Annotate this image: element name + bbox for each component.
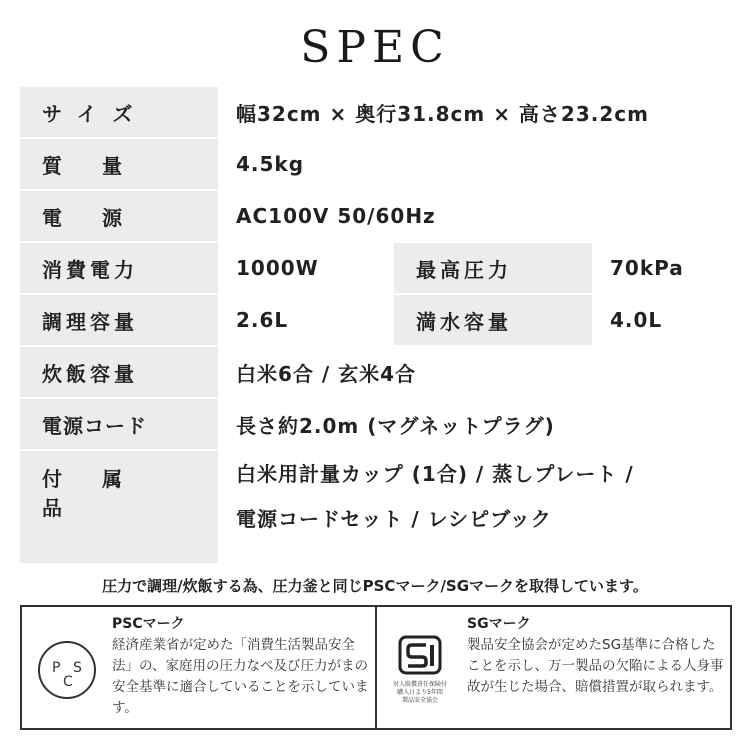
spec-label: 質量 [20,139,218,189]
spec-row-rice [20,347,732,399]
psc-logo-p: P [52,660,61,676]
certification-marks [20,605,732,730]
sg-logo-line1: 対人賠償責任保険付 [392,681,448,688]
spec-label: 消費電力 [20,243,218,293]
spec-label: 最高圧力 [394,243,592,293]
psc-logo-icon [36,639,98,701]
psc-logo-s: S [73,660,82,676]
spec-value: 2.6L [236,308,289,332]
spec-value [218,451,732,563]
spec-row-power-source [20,191,732,243]
spec-table [20,87,732,565]
spec-row-cord [20,399,732,451]
spec-label: 炊飯容量 [20,347,218,397]
psc-mark-box [22,607,375,728]
spec-label: 調理容量 [20,295,218,345]
spec-label: 満水容量 [394,295,592,345]
spec-value: AC100V 50/60Hz [236,204,436,228]
spec-label: 電源 [20,191,218,241]
spec-split [218,243,732,293]
spec-row-capacity [20,295,732,347]
spec-value: 4.0L [610,308,663,332]
psc-logo-c: C [63,674,73,690]
spec-value: 幅32cm × 奥行31.8cm × 高さ23.2cm [236,101,649,126]
spec-row-accessories [20,451,732,565]
sg-logo-line3: 製品安全協会 [401,697,439,704]
spec-split [218,295,732,345]
spec-value: 70kPa [610,256,684,280]
sg-logo-line2: 購入日より5年間 [397,689,443,696]
spec-row-size [20,87,732,139]
sg-mark-box [375,607,730,728]
certification-note: 圧力で調理/炊飯する為、圧力釜と同じPSCマーク/SGマークを取得しています。 [102,577,648,595]
spec-row-consumption [20,243,732,295]
spec-label: 電源コード [20,399,218,449]
sg-description: 製品安全協会が定めたSG基準に合格したことを示し、万一製品の欠陥による人身事故が生じた場合、賠償措置が取られます。 [467,637,724,695]
spec-value: 4.5kg [236,152,305,176]
page-title: SPEC [300,22,450,73]
spec-label: サイズ [20,87,218,137]
spec-value-line: 白米用計量カップ (1合) / 蒸しプレート / [236,462,634,486]
spec-label: 付属品 [20,451,218,563]
spec-value-line: 電源コードセット / レシピブック [236,507,552,531]
sg-title: SGマーク [467,616,531,632]
spec-value: 1000W [236,256,319,280]
spec-value: 白米6合 / 玄米4合 [236,361,417,386]
spec-value: 長さ約2.0m (マグネットプラグ) [236,413,555,438]
psc-title: PSCマーク [112,616,185,632]
psc-description: 経済産業省が定めた「消費生活製品安全法」の、家庭用の圧力なべ及び圧力がまの安全基準に適合していることを示しています。 [112,637,369,716]
sg-logo-icon [389,631,455,711]
spec-row-mass [20,139,732,191]
